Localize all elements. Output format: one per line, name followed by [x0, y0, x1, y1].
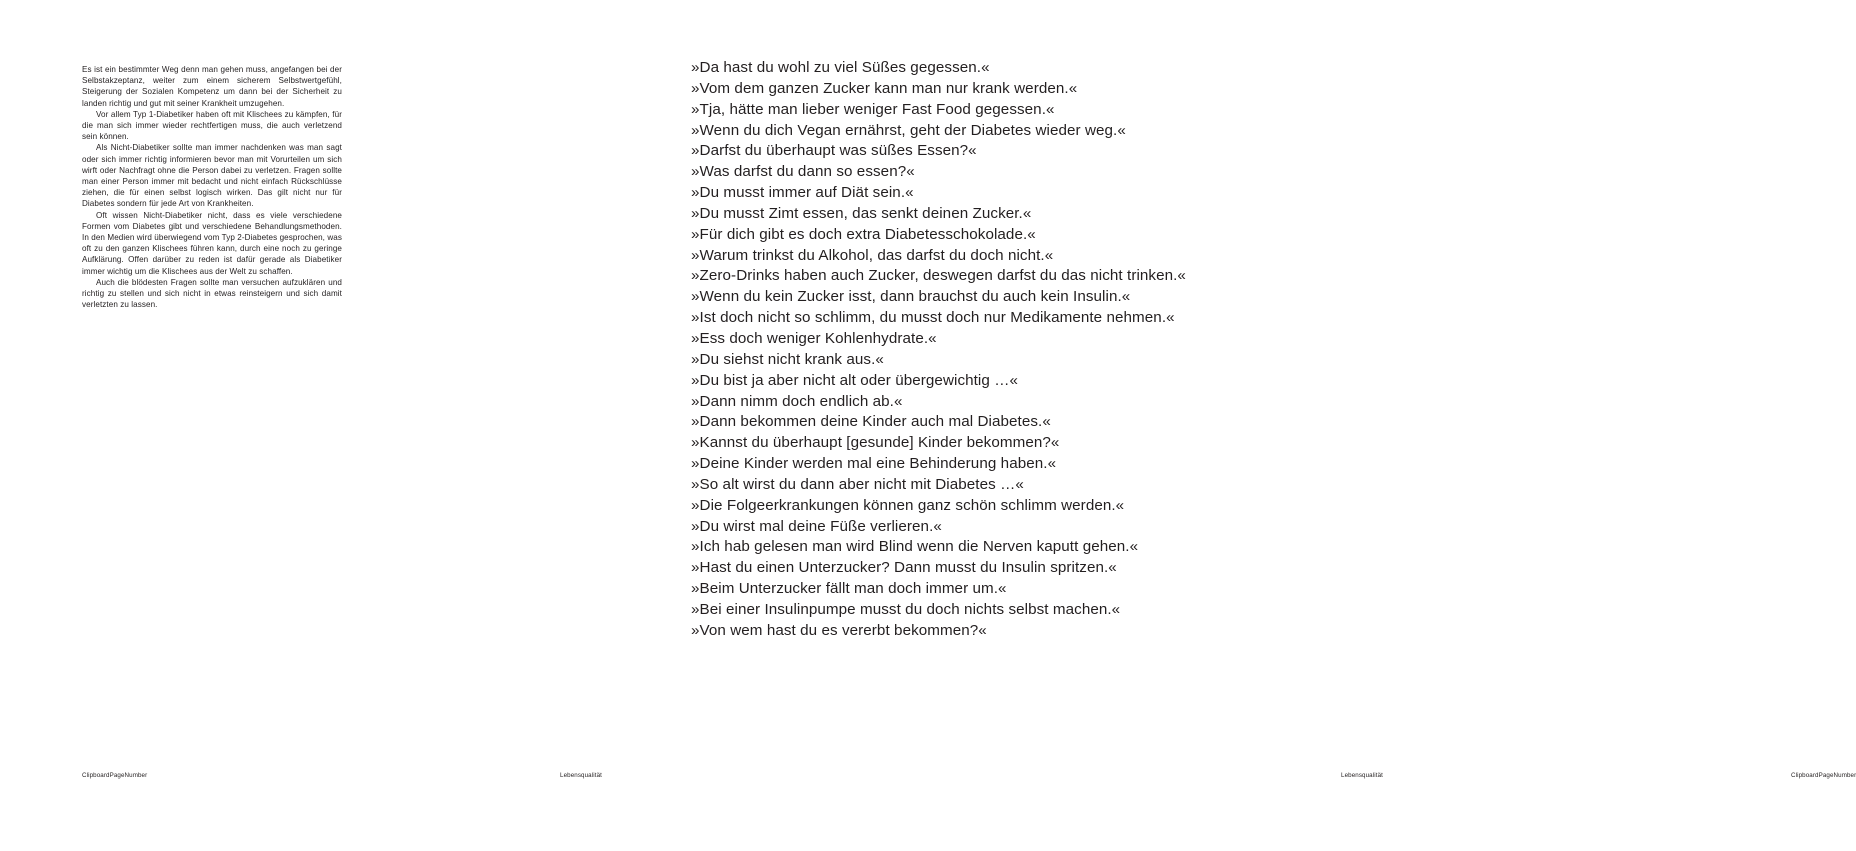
list-item: »Ich hab gelesen man wird Blind wenn die Nerven kaputt gehen.« — [691, 538, 1139, 556]
body-paragraph: Als Nicht-Diabetiker sollte man immer nachdenken was man sagt oder sich immer richtig informieren bevor man mit Vorurteilen um sich wirft oder Nachfragt ohne die Person dabei zu verletzen. Fragen sollte man einer Person immer mit bedacht und nicht einfach Rückschlüsse ziehen, die für einen selbst logisch wirken. Das gilt nicht nur für Diabetes sondern für jede Art von Krankheiten. — [82, 143, 342, 209]
footer-section-title-left: Lebensqualität — [560, 772, 602, 779]
list-item: »Du musst Zimt essen, das senkt deinen Zucker.« — [691, 204, 1032, 222]
list-item: »Zero-Drinks haben auch Zucker, deswegen darfst du das nicht trinken.« — [691, 267, 1186, 285]
list-item: »Beim Unterzucker fällt man doch immer um.« — [691, 580, 1007, 598]
list-item: »Du siehst nicht krank aus.« — [691, 350, 884, 368]
footer-page-number-left: ClipboardPageNumber — [82, 772, 148, 779]
list-item: »Dann bekommen deine Kinder auch mal Diabetes.« — [691, 413, 1051, 431]
list-item: »Du wirst mal deine Füße verlieren.« — [691, 517, 942, 535]
list-item: »Hast du einen Unterzucker? Dann musst du Insulin spritzen.« — [691, 559, 1117, 577]
body-paragraph: Es ist ein bestimmter Weg denn man gehen muss, angefangen bei der Selbstakzeptanz, weiter zum einem sicherem Selbstwertgefühl, Steigerung der Sozialen Kompetenz um dann bei der Sicherheit zu landen richtig und gut mit seiner Krankheit umzugehen. — [82, 65, 342, 108]
left-page — [0, 0, 650, 851]
right-page — [650, 0, 1856, 851]
list-item: »Warum trinkst du Alkohol, das darfst du doch nicht.« — [691, 246, 1054, 264]
list-item: »Bei einer Insulinpumpe musst du doch nichts selbst machen.« — [691, 600, 1121, 618]
quote-list — [691, 58, 1271, 642]
list-item: »Dann nimm doch endlich ab.« — [691, 392, 903, 410]
list-item: »Du bist ja aber nicht alt oder übergewichtig …« — [691, 371, 1018, 389]
list-item: »Du musst immer auf Diät sein.« — [691, 184, 914, 202]
list-item: »Wenn du kein Zucker isst, dann brauchst du auch kein Insulin.« — [691, 288, 1131, 306]
body-paragraph: Vor allem Typ 1-Diabetiker haben oft mit Klischees zu kämpfen, für die man sich immer wieder rechtfertigen muss, die auch verletzend sein können. — [82, 109, 342, 142]
body-paragraph: Auch die blödesten Fragen sollte man versuchen aufzuklären und richtig zu stellen und sich nicht in etwas reinsteigern und sich damit verletzten zu lassen. — [82, 277, 342, 310]
footer-page-number-right: ClipboardPageNumber — [1791, 772, 1856, 779]
list-item: »Kannst du überhaupt [gesunde] Kinder bekommen?« — [691, 434, 1060, 452]
list-item: »Ist doch nicht so schlimm, du musst doch nur Medikamente nehmen.« — [691, 309, 1175, 327]
list-item: »Von wem hast du es vererbt bekommen?« — [691, 621, 987, 639]
body-text-column — [82, 64, 342, 310]
list-item: »Da hast du wohl zu viel Süßes gegessen.« — [691, 59, 990, 76]
list-item: »Tja, hätte man lieber weniger Fast Food gegessen.« — [691, 100, 1055, 118]
list-item: »Wenn du dich Vegan ernährst, geht der Diabetes wieder weg.« — [691, 121, 1126, 139]
list-item: »Ess doch weniger Kohlenhydrate.« — [691, 329, 937, 347]
list-item: »Für dich gibt es doch extra Diabetesschokolade.« — [691, 225, 1036, 243]
list-item: »Vom dem ganzen Zucker kann man nur krank werden.« — [691, 79, 1078, 97]
list-item: »Die Folgeerkrankungen können ganz schön schlimm werden.« — [691, 496, 1125, 514]
list-item: »Deine Kinder werden mal eine Behinderung haben.« — [691, 455, 1057, 473]
list-item: »Darfst du überhaupt was süßes Essen?« — [691, 142, 977, 160]
body-paragraph: Oft wissen Nicht-Diabetiker nicht, dass es viele verschiedene Formen vom Diabetes gibt und verschiedene Behandlungsmethoden. In den Medien wird überwiegend vom Typ 2-Diabetes gesprochen, was oft zu den ganzen Klischees führen kann, durch eine noch zu geringe Aufklärung. Offen darüber zu reden ist dafür gerade als Diabetiker immer wichtig um die Klischees aus der Welt zu schaffen. — [82, 210, 342, 276]
list-item: »Was darfst du dann so essen?« — [691, 163, 915, 181]
list-item: »So alt wirst du dann aber nicht mit Diabetes …« — [691, 475, 1024, 493]
footer-section-title-right: Lebensqualität — [1341, 772, 1383, 779]
